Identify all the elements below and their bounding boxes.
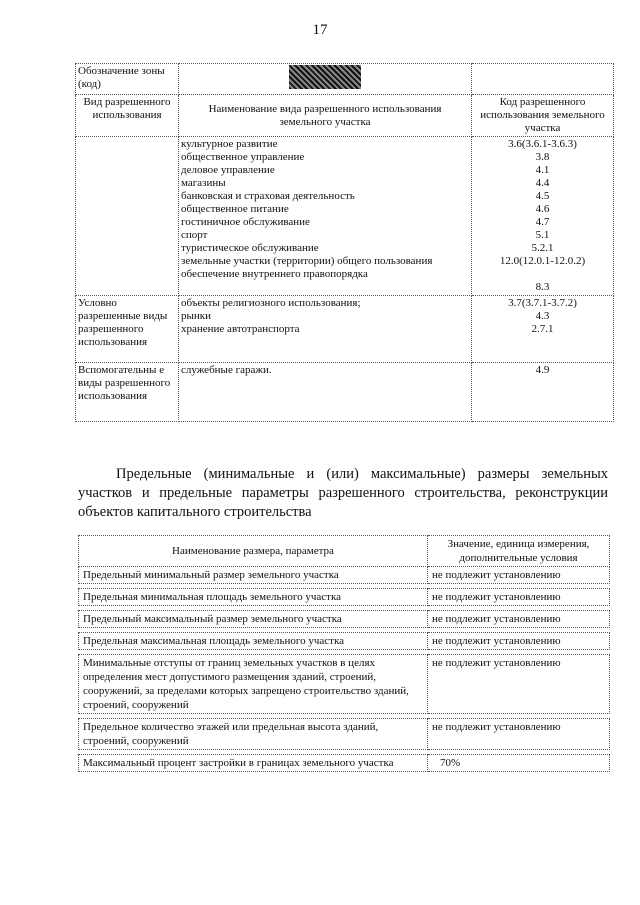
- use-code: 4.1: [535, 164, 550, 176]
- use-name: гостиничное обслуживание: [181, 216, 310, 228]
- page-number: 17: [312, 22, 328, 38]
- use-code: 3.6(3.6.1-3.6.3): [508, 138, 577, 150]
- use-name: обеспечение внутреннего правопорядка: [181, 268, 368, 280]
- header-use-name: Наименование вида разрешенного использования земельного участка: [179, 95, 472, 137]
- header-row: [76, 95, 614, 137]
- parameter-value: 70%: [428, 755, 610, 772]
- conditional-uses-codes: [472, 296, 614, 363]
- auxiliary-uses-label: Вспомогательны е виды разрешенного использования: [76, 363, 179, 422]
- parameter-value: не подлежит установлению: [428, 589, 610, 606]
- parameter-row: [79, 633, 610, 650]
- redacted-zone-code: [289, 65, 361, 89]
- zone-empty-cell: [472, 64, 614, 95]
- use-code: 5.2.1: [531, 242, 554, 254]
- use-name: хранение автотранспорта: [181, 323, 300, 335]
- parameter-row: [79, 719, 610, 750]
- parameter-row: [79, 567, 610, 584]
- use-name: культурное развитие: [181, 138, 278, 150]
- use-name: служебные гаражи.: [181, 364, 272, 376]
- use-name: банковская и страховая деятельность: [181, 190, 355, 202]
- use-code: 4.3: [535, 310, 550, 322]
- use-code: 3.7(3.7.1-3.7.2): [508, 297, 577, 309]
- use-code: 8.3: [535, 281, 550, 293]
- use-name: общественное питание: [181, 203, 289, 215]
- parameter-row: [79, 611, 610, 628]
- header-parameter-value: Значение, единица измерения, дополнительные условия: [428, 536, 610, 567]
- zone-code-cell: [179, 64, 472, 95]
- parameter-value: не подлежит установлению: [428, 611, 610, 628]
- parameter-value: не подлежит установлению: [428, 633, 610, 650]
- main-uses-names: [179, 137, 472, 296]
- use-code: 2.7.1: [531, 323, 554, 335]
- header-parameter-name: Наименование размера, параметра: [79, 536, 428, 567]
- code-spacer: [474, 268, 611, 281]
- auxiliary-uses-codes: [472, 363, 614, 422]
- parameter-name: Минимальные отступы от границ земельных участков в целях определения мест допустимого размещения зданий, строений, сооружений, за пределами которых запрещено строительство зданий, строений, сооружений: [79, 655, 428, 714]
- main-uses-label: [76, 137, 179, 296]
- use-name: рынки: [181, 310, 212, 322]
- use-code: 5.1: [535, 229, 550, 241]
- use-code: 3.8: [535, 151, 550, 163]
- use-name: общественное управление: [181, 151, 305, 163]
- use-code: 4.5: [535, 190, 550, 202]
- header-use-type: Вид разрешенного использования: [76, 95, 179, 137]
- parameter-name: Предельное количество этажей или предельная высота зданий, строений, сооружений: [79, 719, 428, 750]
- conditional-uses-names: [179, 296, 472, 363]
- parameter-value: не подлежит установлению: [428, 567, 610, 584]
- auxiliary-uses-row: [76, 363, 614, 422]
- use-code: 4.7: [535, 216, 550, 228]
- use-name: объекты религиозного использования;: [181, 297, 361, 309]
- use-code: 4.4: [535, 177, 550, 189]
- parameter-row: [79, 655, 610, 714]
- use-name: деловое управление: [181, 164, 275, 176]
- parameters-table: [78, 535, 610, 772]
- header-use-code: Код разрешенного использования земельного участка: [472, 95, 614, 137]
- parameter-value: не подлежит установлению: [428, 719, 610, 750]
- parameter-name: Предельная максимальная площадь земельного участка: [79, 633, 428, 650]
- use-name: туристическое обслуживание: [181, 242, 319, 254]
- use-code: 4.9: [535, 364, 550, 376]
- conditional-uses-row: [76, 296, 614, 363]
- parameter-row: [79, 589, 610, 606]
- main-uses-codes: [472, 137, 614, 296]
- parameter-name: Предельный максимальный размер земельного участка: [79, 611, 428, 628]
- parameter-name: Предельный минимальный размер земельного участка: [79, 567, 428, 584]
- parameter-value: не подлежит установлению: [428, 655, 610, 714]
- parameters-header-row: [79, 536, 610, 567]
- conditional-uses-label: Условно разрешенные виды разрешенного использования: [76, 296, 179, 363]
- auxiliary-uses-names: [179, 363, 472, 422]
- zone-label: Обозначение зоны (код): [76, 64, 179, 95]
- zone-row: [76, 64, 614, 95]
- use-code: 12.0(12.0.1-12.0.2): [499, 255, 586, 267]
- use-name: спорт: [181, 229, 208, 241]
- use-name: магазины: [181, 177, 226, 189]
- permitted-use-table: [75, 63, 614, 422]
- parameter-row: [79, 755, 610, 772]
- parameter-name: Предельная минимальная площадь земельного участка: [79, 589, 428, 606]
- parameters-heading-paragraph: Предельные (минимальные и (или) максимальные) размеры земельных участков и предельные параметры разрешенного строительства, реконструкции объектов капитального строительства: [78, 466, 608, 520]
- main-uses-row: [76, 137, 614, 296]
- parameter-name: Максимальный процент застройки в границах земельного участка: [79, 755, 428, 772]
- use-name: земельные участки (территории) общего пользования: [181, 255, 433, 267]
- use-code: 4.6: [535, 203, 550, 215]
